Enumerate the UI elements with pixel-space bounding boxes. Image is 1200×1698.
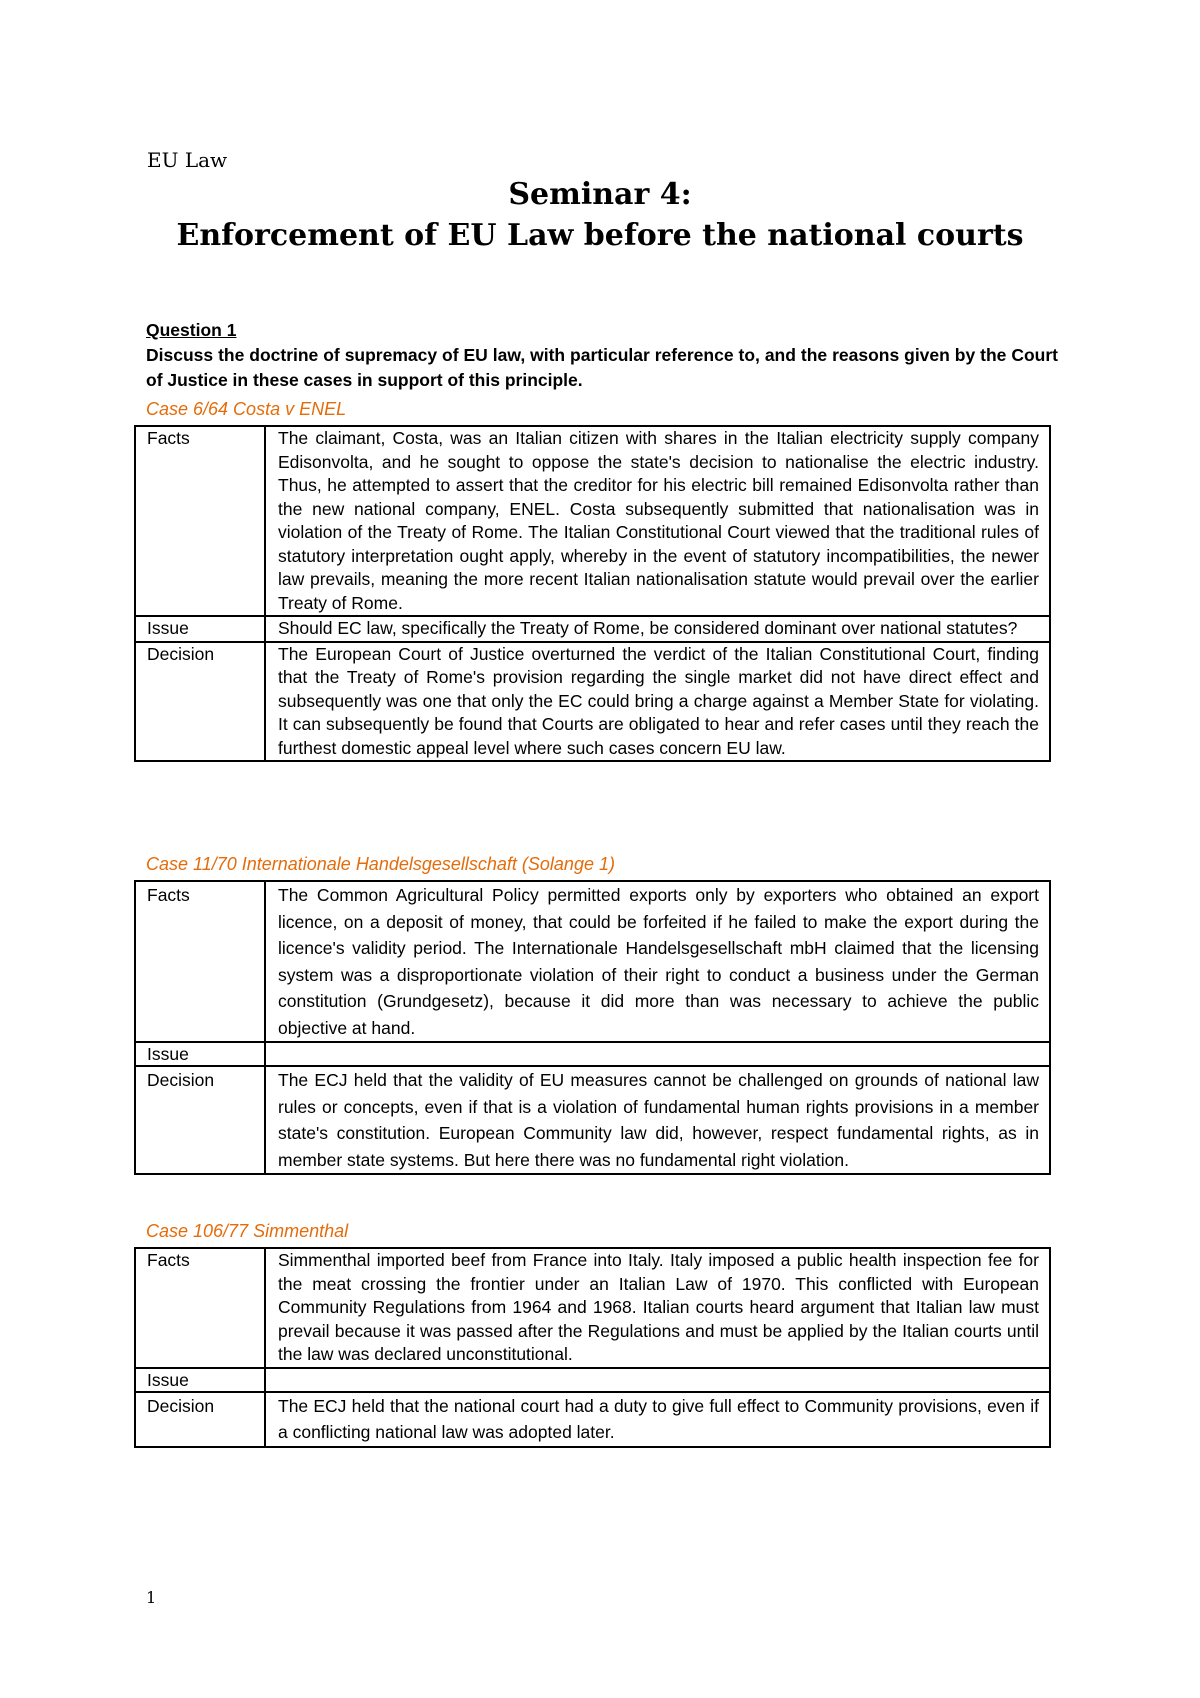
- row-label: Facts: [135, 426, 265, 616]
- row-content: The ECJ held that the national court had a duty to give full effect to Community provisions, even if a conflicting national law was adopted later.: [265, 1392, 1050, 1447]
- case-title-simmenthal: Case 106/77 Simmenthal: [146, 1221, 349, 1241]
- row-content: Simmenthal imported beef from France into Italy. Italy imposed a public health inspection fee for the meat crossing the frontier under an Italian Law of 1970. This conflicted with European Community Regulations from 1964 and 1968. Italian courts heard argument that Italian law must prevail because it was passed after the Regulations and must be applied by the Italian courts until the law was declared unconstitutional.: [265, 1248, 1050, 1368]
- row-label: Facts: [135, 881, 265, 1042]
- row-label: Facts: [135, 1248, 265, 1368]
- table-row: [135, 1042, 1050, 1066]
- seminar-title: Seminar 4:: [508, 177, 692, 212]
- table-row: [135, 1066, 1050, 1174]
- table-row: [135, 426, 1050, 616]
- row-content: The ECJ held that the validity of EU measures cannot be challenged on grounds of national law rules or concepts, even if that is a violation of fundamental human rights provisions in a member state's constitution. European Community law did, however, respect fundamental rights, as in member state systems. But here there was no fundamental right violation.: [265, 1066, 1050, 1174]
- seminar-subtitle: Enforcement of EU Law before the national courts: [176, 218, 1024, 253]
- row-label: Issue: [135, 1368, 265, 1392]
- question-heading: Question 1: [146, 320, 237, 340]
- row-content: The Common Agricultural Policy permitted exports only by exporters who obtained an export licence, on a deposit of money, that could be forfeited if he failed to make the export during the licence's validity period. The Internationale Handelsgesellschaft mbH claimed that the licensing system was a disproportionate violation of their right to conduct a business under the German constitution (Grundgesetz), because it did more than was necessary to achieve the public objective at hand.: [265, 881, 1050, 1042]
- table-row: [135, 642, 1050, 762]
- table-row: [135, 1368, 1050, 1392]
- case-table-costa: [134, 425, 1051, 762]
- case-table-handelsgesellschaft: [134, 880, 1051, 1175]
- row-content: The claimant, Costa, was an Italian citizen with shares in the Italian electricity supply company Edisonvolta, and he sought to oppose the state's decision to nationalise the electric industry. Thus, he attempted to assert that the creditor for his electric bill remained Edisonvolta rather than the new national company, ENEL. Costa subsequently submitted that nationalisation was in violation of the Treaty of Rome. The Italian Constitutional Court viewed that the traditional rules of statutory interpretation ought apply, whereby in the event of statutory incompatibilities, the newer law prevails, meaning the more recent Italian nationalisation statute would prevail over the earlier Treaty of Rome.: [265, 426, 1050, 616]
- row-content: The European Court of Justice overturned the verdict of the Italian Constitutional Court, finding that the Treaty of Rome's provision regarding the single market did not have direct effect and subsequently was one that only the EC could bring a charge against a Member State for violating. It can subsequently be found that Courts are obligated to hear and refer cases until they reach the furthest domestic appeal level where such cases concern EU law.: [265, 642, 1050, 762]
- question-text: Discuss the doctrine of supremacy of EU law, with particular reference to, and the reasons given by the Court of Justice in these cases in support of this principle.: [146, 345, 1058, 390]
- course-label: EU Law: [147, 148, 228, 172]
- table-row: [135, 1392, 1050, 1447]
- case-table-simmenthal: [134, 1247, 1051, 1448]
- case-title-costa: Case 6/64 Costa v ENEL: [146, 399, 347, 419]
- case-title-handelsgesellschaft: Case 11/70 Internationale Handelsgesellschaft (Solange 1): [146, 854, 615, 874]
- row-content: [265, 1042, 1050, 1066]
- table-row: [135, 1248, 1050, 1368]
- row-label: Decision: [135, 1392, 265, 1447]
- table-row: [135, 616, 1050, 642]
- row-label: Issue: [135, 1042, 265, 1066]
- row-label: Issue: [135, 616, 265, 642]
- table-row: [135, 881, 1050, 1042]
- question-block: [146, 318, 1058, 393]
- row-label: Decision: [135, 642, 265, 762]
- row-content: [265, 1368, 1050, 1392]
- row-label: Decision: [135, 1066, 265, 1174]
- page-number: 1: [146, 1588, 157, 1607]
- row-content: Should EC law, specifically the Treaty of Rome, be considered dominant over national statutes?: [265, 616, 1050, 642]
